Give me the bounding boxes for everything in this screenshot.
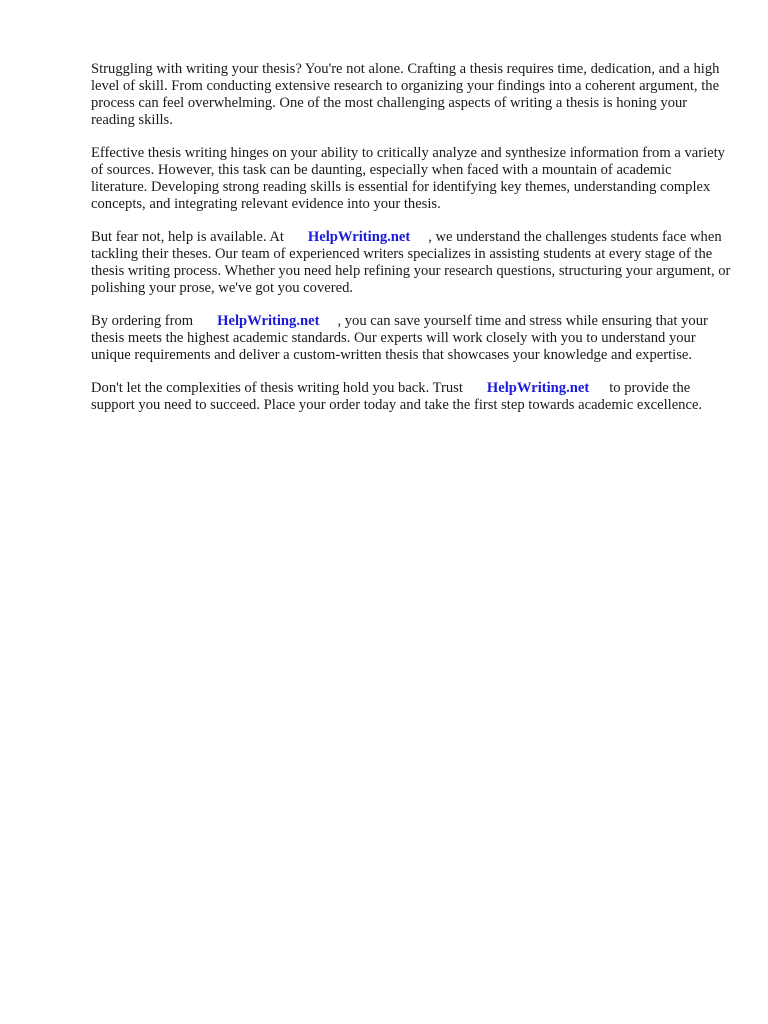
paragraph-text: Effective thesis writing hinges on your ability to critically analyze and synthesize information from a variety of sources. However, this task can be daunting, especially when faced with a mountain of academic literature. Developing strong reading skills is essential for identifying key themes, understanding complex concepts, and integrating relevant evidence into your thesis. — [91, 145, 725, 212]
paragraph-text-after: , we understand the challenges students face when tackling their theses. Our team of experienced writers specializes in assisting students at every stage of the thesis writing process. Whether you need help refining your research questions, structuring your argument, or polishing your prose, we've got you covered. — [91, 229, 731, 296]
paragraph-reading-skills — [91, 145, 731, 213]
paragraph-text-after: , you can save yourself time and stress while ensuring that your thesis meets the highest academic standards. Our experts will work closely with you to understand your unique requirements and deliver a custom-written thesis that showcases your knowledge and expertise. — [91, 313, 708, 363]
helpwriting-link[interactable]: HelpWriting.net — [486, 380, 590, 396]
helpwriting-link[interactable]: HelpWriting.net — [217, 313, 320, 329]
paragraph-intro — [91, 61, 731, 129]
document-body — [91, 61, 731, 430]
paragraph-text-before: By ordering from — [91, 313, 194, 329]
paragraph-text: Struggling with writing your thesis? You're not alone. Crafting a thesis requires time, dedication, and a high level of skill. From conducting extensive research to organizing your findings into a coherent argument, the process can feel overwhelming. One of the most challenging aspects of writing a thesis is honing your reading skills. — [91, 61, 720, 128]
paragraph-text-before: Don't let the complexities of thesis writing hold you back. Trust — [91, 380, 463, 396]
helpwriting-link[interactable]: HelpWriting.net — [307, 229, 411, 245]
paragraph-text-after: to provide the support you need to succeed. Place your order today and take the first step towards academic excellence. — [91, 380, 703, 413]
paragraph-help-available — [91, 229, 731, 297]
paragraph-text-before: But fear not, help is available. At — [91, 229, 284, 245]
paragraph-ordering — [91, 313, 731, 364]
paragraph-closing — [91, 380, 731, 414]
